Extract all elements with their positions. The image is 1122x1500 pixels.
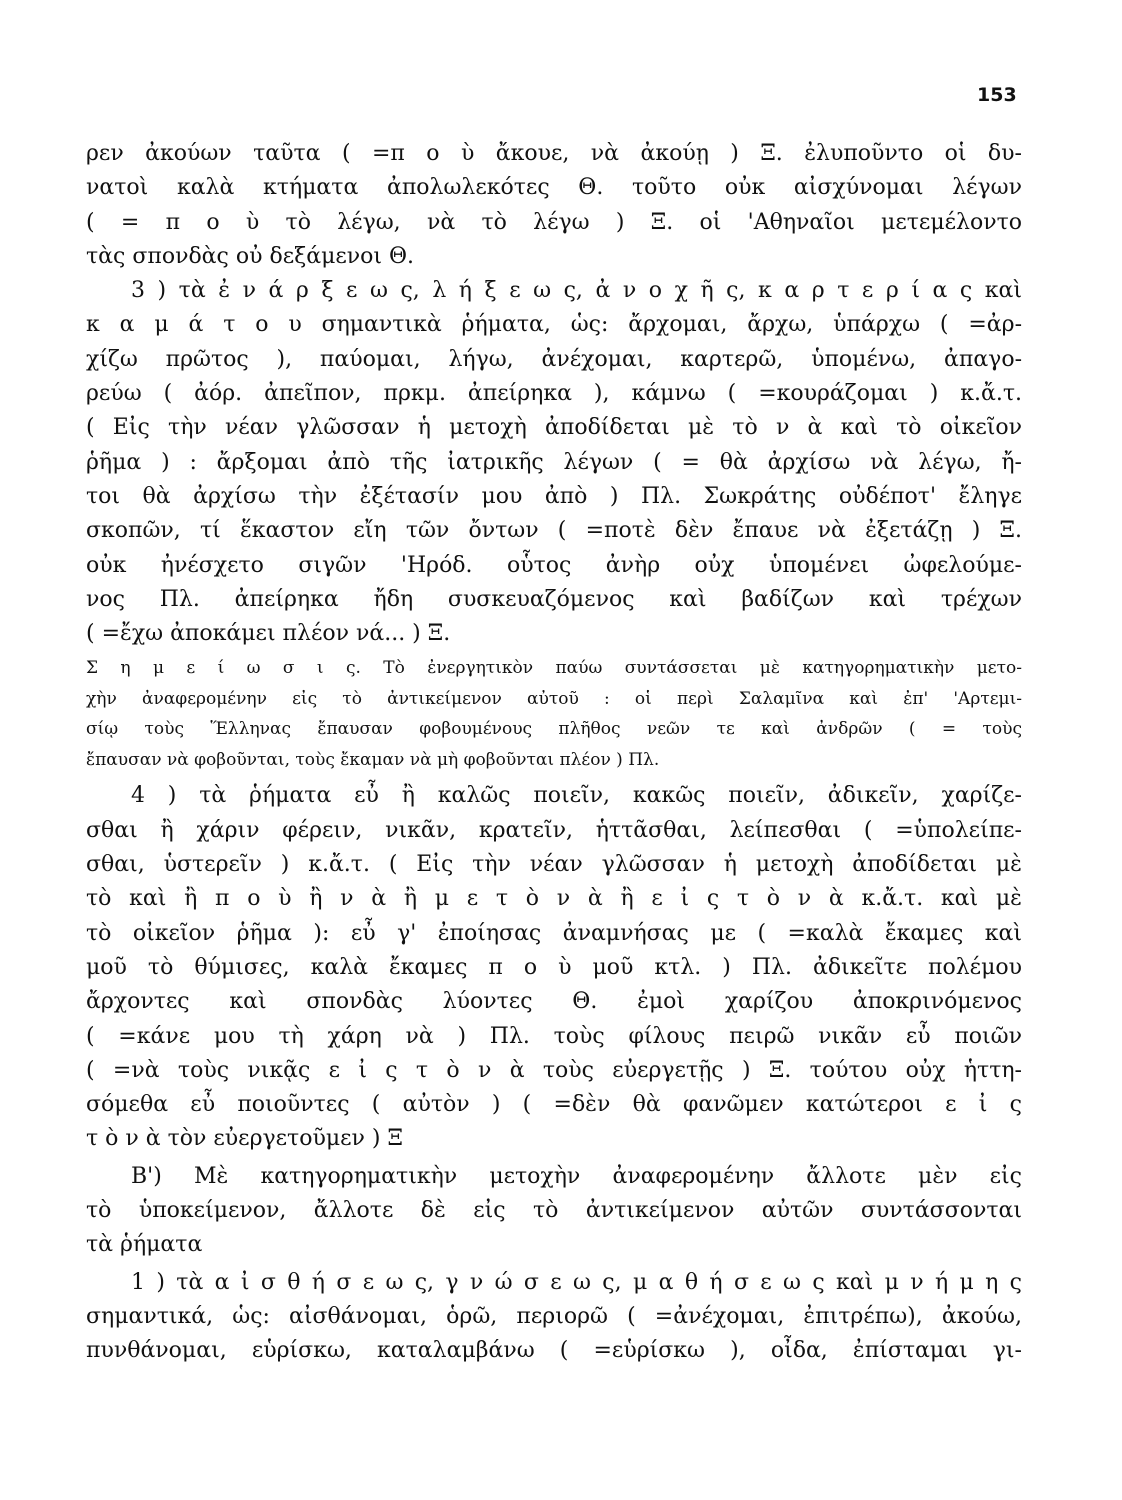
text-line: τὰς σπονδὰς οὐ δεξάμενοι Θ.	[86, 243, 415, 269]
text-line: χίζω πρῶτος ), παύομαι, λήγω, ἀνέχομαι, καρτερῶ, ὑπομένω, ἀπαγο-	[86, 346, 1022, 372]
text-line: σθαι, ὑστερεῖν ) κ.ἄ.τ. ( Εἰς τὴν νέαν γλῶσσαν ἡ μετοχὴ ἀποδίδεται μὲ	[86, 852, 1022, 878]
note-line: σίῳ τοὺς Ἕλληνας ἔπαυσαν φοβουμένους πλῆθος νεῶν τε καὶ ἀνδρῶν ( = τοὺς	[86, 719, 1022, 740]
text-line: σόμεθα εὖ ποιοῦντες ( αὐτὸν ) ( =δὲν θὰ φανῶμεν κατώτεροι ε ἰ ς	[86, 1092, 1022, 1118]
text-line: πυνθάνομαι, εὑρίσκω, καταλαμβάνω ( =εὑρίσκω ), οἶδα, ἐπίσταμαι γι-	[86, 1338, 1022, 1364]
text-line: 4 ) τὰ ῥήματα εὖ ἢ καλῶς ποιεῖν, κακῶς ποιεῖν, ἀδικεῖν, χαρίζε-	[131, 783, 1022, 809]
paragraph-b1	[86, 1266, 1022, 1369]
text-line: σκοπῶν, τί ἕκαστον εἴη τῶν ὄντων ( =ποτὲ δὲν ἔπαυε νὰ ἐξετάζῃ ) Ξ.	[86, 518, 1022, 544]
note-line: χὴν ἀναφερομένην εἰς τὸ ἀντικείμενον αὐτοῦ : οἱ περὶ Σαλαμῖνα καὶ ἐπ' 'Αρτεμι-	[86, 688, 1022, 709]
text-line: τὸ καὶ ἢ π ο ὺ ἢ ν ὰ ἢ μ ε τ ὸ ν ὰ ἢ ε ἰ ς τ ὸ ν ὰ κ.ἄ.τ. καὶ μὲ	[86, 886, 1022, 912]
text-line: νος Πλ. ἀπείρηκα ἤδη συσκευαζόμενος καὶ βαδίζων καὶ τρέχων	[86, 586, 1022, 612]
note-paragraph	[86, 653, 1022, 775]
text-line: μοῦ τὸ θύμισες, καλὰ ἔκαμες π ο ὺ μοῦ κτλ. ) Πλ. ἀδικεῖτε πολέμου	[86, 954, 1022, 980]
text-line: τ ὸ ν ὰ τὸν εὐεργετοῦμεν ) Ξ	[86, 1126, 403, 1152]
paragraph-1	[86, 137, 1022, 274]
text-body	[86, 137, 1022, 1369]
text-line: νατοὶ καλὰ κτήματα ἀπολωλεκότες Θ. τοῦτο οὐκ αἰσχύνομαι λέγων	[86, 175, 1022, 201]
text-line: τὰ ῥήματα	[86, 1232, 203, 1258]
note-line: Σ η μ ε ί ω σ ι ς. Τὸ ἐνεργητικὸν παύω συντάσσεται μὲ κατηγορηματικὴν μετο-	[86, 658, 1022, 679]
text-line: 1 ) τὰ α ἰ σ θ ή σ ε ω ς, γ ν ώ σ ε ω ς, μ α θ ή σ ε ω ς καὶ μ ν ή μ η ς	[131, 1269, 1022, 1295]
text-line: τὸ οἰκεῖον ῥῆμα ): εὖ γ' ἐποίησας ἀναμνήσας με ( =καλὰ ἔκαμες καὶ	[86, 920, 1022, 946]
text-line: τὸ ὑποκείμενον, ἄλλοτε δὲ εἰς τὸ ἀντικείμενον αὐτῶν συντάσσονται	[86, 1198, 1022, 1224]
text-line: ( =νὰ τοὺς νικᾷς ε ἰ ς τ ὸ ν ὰ τοὺς εὐεργετῇς ) Ξ. τούτου οὐχ ἡττη-	[86, 1057, 1022, 1083]
text-line: 3 ) τὰ ἐ ν ά ρ ξ ε ω ς, λ ή ξ ε ω ς, ἀ ν ο χ ῆ ς, κ α ρ τ ε ρ ί α ς καὶ	[131, 278, 1022, 304]
paragraph-2	[86, 274, 1022, 651]
text-line: τοι θὰ ἀρχίσω τὴν ἐξέτασίν μου ἀπὸ ) Πλ. Σωκράτης οὐδέποτ' ἔληγε	[86, 483, 1022, 509]
text-line: σθαι ἢ χάριν φέρειν, νικᾶν, κρατεῖν, ἡττᾶσθαι, λείπεσθαι ( =ὑπολείπε-	[86, 817, 1022, 843]
text-line: Β') Μὲ κατηγορηματικὴν μετοχὴν ἀναφερομένην ἄλλοτε μὲν εἰς	[131, 1163, 1022, 1189]
text-line: κ α μ ά τ ο υ σημαντικὰ ῥήματα, ὡς: ἄρχομαι, ἄρχω, ὑπάρχω ( =ἀρ-	[86, 312, 1022, 338]
text-line: ( Εἰς τὴν νέαν γλῶσσαν ἡ μετοχὴ ἀποδίδεται μὲ τὸ ν ὰ καὶ τὸ οἰκεῖον	[86, 415, 1022, 441]
text-line: ῥῆμα ) : ἄρξομαι ἀπὸ τῆς ἰατρικῆς λέγων ( = θὰ ἀρχίσω νὰ λέγω, ἤ-	[86, 449, 1022, 475]
page-number: 153	[977, 84, 1017, 106]
paragraph-b	[86, 1160, 1022, 1263]
text-line: οὐκ ἠνέσχετο σιγῶν 'Ηρόδ. οὗτος ἀνὴρ οὐχ ὑπομένει ὠφελούμε-	[86, 552, 1022, 578]
paragraph-4	[86, 779, 1022, 1156]
text-line: σημαντικά, ὡς: αἰσθάνομαι, ὁρῶ, περιορῶ ( =ἀνέχομαι, ἐπιτρέπω), ἀκούω,	[86, 1303, 1022, 1329]
note-line: ἔπαυσαν νὰ φοβοῦνται, τοὺς ἔκαμαν νὰ μὴ φοβοῦνται πλέον ) Πλ.	[86, 749, 660, 770]
text-line: ( =κάνε μου τὴ χάρη νὰ ) Πλ. τοὺς φίλους πειρῶ νικᾶν εὖ ποιῶν	[86, 1023, 1022, 1049]
text-line: ( =ἔχω ἀποκάμει πλέον νά... ) Ξ.	[86, 621, 451, 647]
text-line: ( = π ο ὺ τὸ λέγω, νὰ τὸ λέγω ) Ξ. οἱ 'Αθηναῖοι μετεμέλοντο	[86, 209, 1022, 235]
text-line: ρεύω ( ἀόρ. ἀπεῖπον, πρκμ. ἀπείρηκα ), κάμνω ( =κουράζομαι ) κ.ἄ.τ.	[86, 381, 1022, 407]
text-line: ρεν ἀκούων ταῦτα ( =π ο ὺ ἄκουε, νὰ ἀκούῃ ) Ξ. ἐλυποῦντο οἱ δυ-	[86, 141, 1022, 166]
text-line: ἄρχοντες καὶ σπονδὰς λύοντες Θ. ἐμοὶ χαρίζου ἀποκρινόμενος	[86, 989, 1022, 1015]
